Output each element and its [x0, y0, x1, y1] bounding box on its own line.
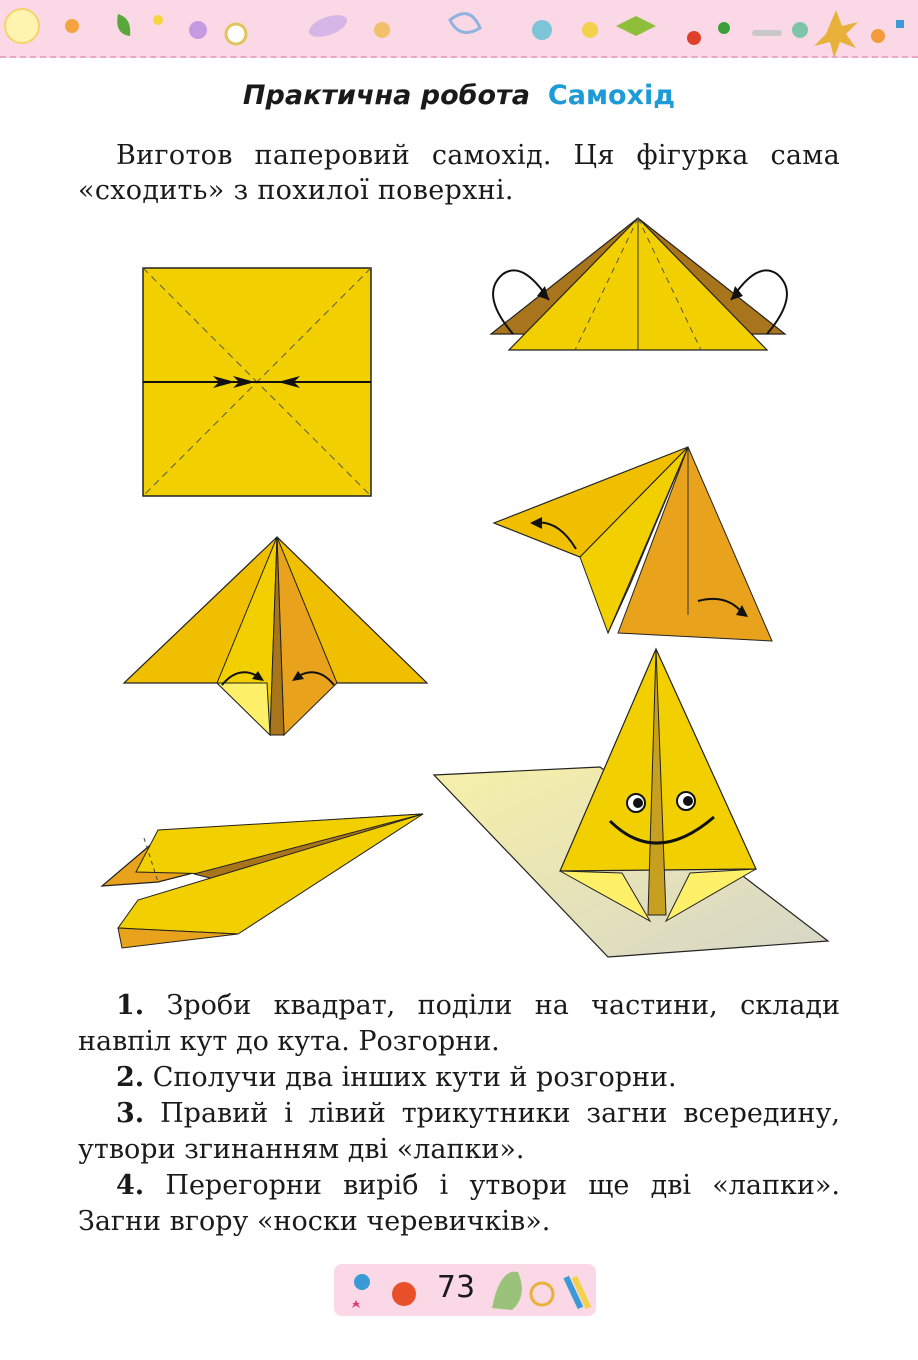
- instruction-step-3: [78, 1096, 840, 1168]
- origami-step3-kite-figure: [122, 535, 432, 745]
- step-number: 2.: [116, 1062, 145, 1093]
- intro-paragraph: Виготов паперовий самохід. Ця фігурка сама «сходить» з похилої поверхні.: [78, 140, 840, 206]
- origami-step4-turned-figure: [490, 445, 775, 645]
- origami-step2-triangle-figure: [485, 212, 795, 357]
- step-text: Зроби квадрат, поділи на частини, склади навпіл кут до кута. Розгорни.: [78, 990, 840, 1057]
- instruction-step-1: [78, 988, 840, 1060]
- instruction-step-2: [78, 1060, 840, 1096]
- page-title: [0, 80, 918, 111]
- step-text: Перегорни виріб і утвори ще дві «лапки». Загни вгору «носки черевичків».: [78, 1170, 840, 1237]
- origami-step5-sideview-figure: [98, 810, 428, 960]
- origami-finished-walker-figure: [430, 645, 830, 965]
- flower-ornament-icon: [0, 0, 918, 56]
- origami-step1-square-figure: [140, 265, 375, 499]
- topic-title: Самохід: [547, 80, 676, 111]
- instruction-step-4: [78, 1168, 840, 1240]
- decorative-top-border: [0, 0, 918, 58]
- step-text: Правий і лівий трикутники загни всередину, утвори згинанням дві «лапки».: [78, 1098, 840, 1165]
- step-number: 1.: [116, 990, 145, 1021]
- step-number: 3.: [116, 1098, 145, 1129]
- step-number: 4.: [116, 1170, 145, 1201]
- page-number: 73: [436, 1270, 476, 1305]
- work-label: Практична робота: [242, 80, 530, 111]
- instructions-list: [78, 988, 840, 1240]
- step-text: Сполучи два інших кути й розгорни.: [144, 1062, 677, 1093]
